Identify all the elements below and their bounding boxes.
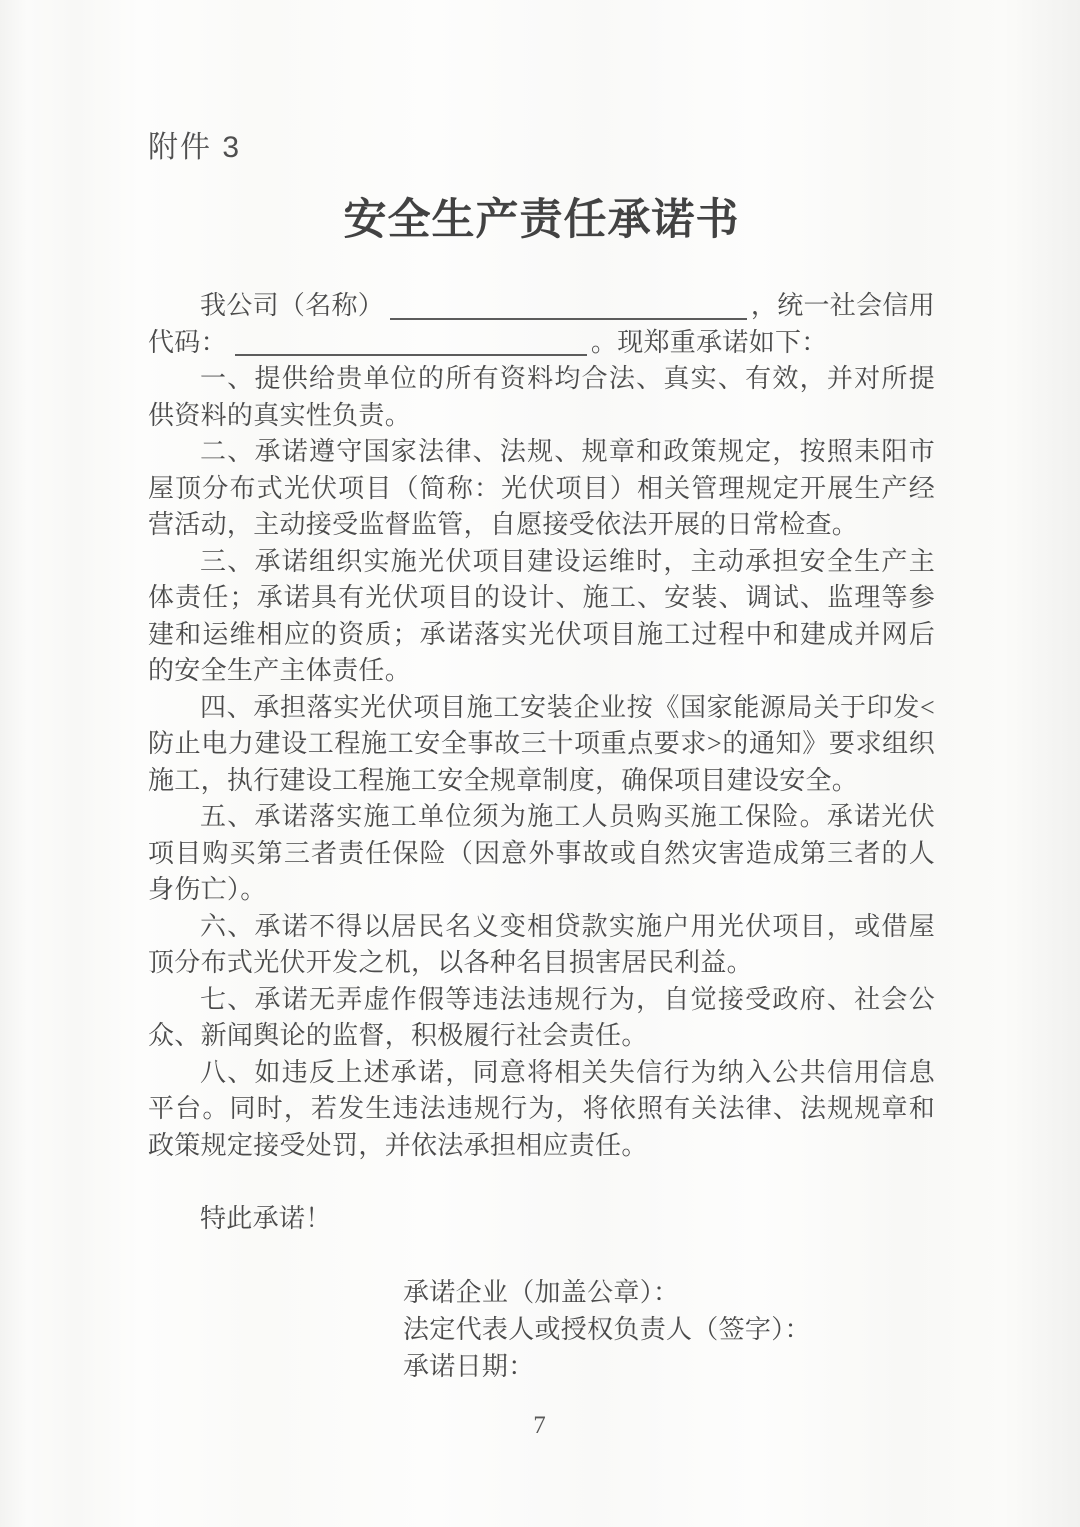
clause-paragraph: 八、如违反上述承诺，同意将相关失信行为纳入公共信用信息平台。同时，若发生违法违规行为，将依照有关法律、法规规章和政策规定接受处罚，并依法承担相应责任。 — [148, 1057, 935, 1160]
clause-paragraph: 七、承诺无弄虚作假等违法违规行为，自觉接受政府、社会公众、新闻舆论的监督，积极履行社会责任。 — [148, 984, 935, 1050]
paragraph-indent — [148, 288, 200, 325]
clause-paragraph: 三、承诺组织实施光伏项目建设运维时，主动承担安全生产主体责任；承诺具有光伏项目的设计、施工、安装、调试、监理等参建和运维相应的资质；承诺落实光伏项目施工过程中和建成并网后的安全生产主体责任。 — [148, 546, 935, 685]
signature-line: 承诺企业（加盖公章）： — [403, 1277, 680, 1307]
document-title: 安全生产责任承诺书 — [343, 197, 740, 244]
clause-paragraph: 四、承担落实光伏项目施工安装企业按《国家能源局关于印发<防止电力建设工程施工安全事故三十项重点要求>的通知》要求组织施工，执行建设工程施工安全规章制度，确保项目建设安全。 — [148, 692, 935, 795]
clause-paragraph: 五、承诺落实施工单位须为施工人员购买施工保险。承诺光伏项目购买第三者责任保险（因意外事故或自然灾害造成第三者的人身伤亡）。 — [148, 802, 935, 904]
clause-paragraph: 六、承诺不得以居民名义变相贷款实施户用光伏项目，或借屋顶分布式光伏开发之机，以各种名目损害居民利益。 — [148, 911, 935, 977]
signature-block — [403, 1274, 935, 1385]
clauses — [148, 361, 935, 1164]
signature-line: 法定代表人或授权负责人（签字）： — [403, 1314, 811, 1344]
page-number: 7 — [533, 1412, 547, 1439]
document-body — [148, 288, 935, 1385]
intro-line-2 — [148, 325, 935, 362]
closing-statement: 特此承诺！ — [200, 1203, 332, 1233]
signature-line: 承诺日期： — [403, 1351, 535, 1381]
credit-code-blank — [235, 354, 587, 356]
clause-paragraph: 二、承诺遵守国家法律、法规、规章和政策规定，按照耒阳市屋顶分布式光伏项目（简称：光伏项目）相关管理规定开展生产经营活动，主动接受监督监管，自愿接受依法开展的日常检查。 — [148, 437, 935, 539]
company-name-blank — [390, 318, 747, 320]
clause-paragraph: 一、提供给贵单位的所有资料均合法、真实、有效，并对所提供资料的真实性负责。 — [148, 364, 935, 430]
intro-company-label: 我公司（名称） — [200, 291, 385, 320]
attachment-label: 附件 3 — [148, 131, 242, 164]
intro-credit-label: ，统一社会信用 — [750, 291, 935, 320]
intro-code-label: 代码： — [148, 327, 227, 357]
intro-line-1 — [148, 288, 935, 325]
intro-pledge-label: 。现郑重承诺如下： — [590, 327, 828, 357]
